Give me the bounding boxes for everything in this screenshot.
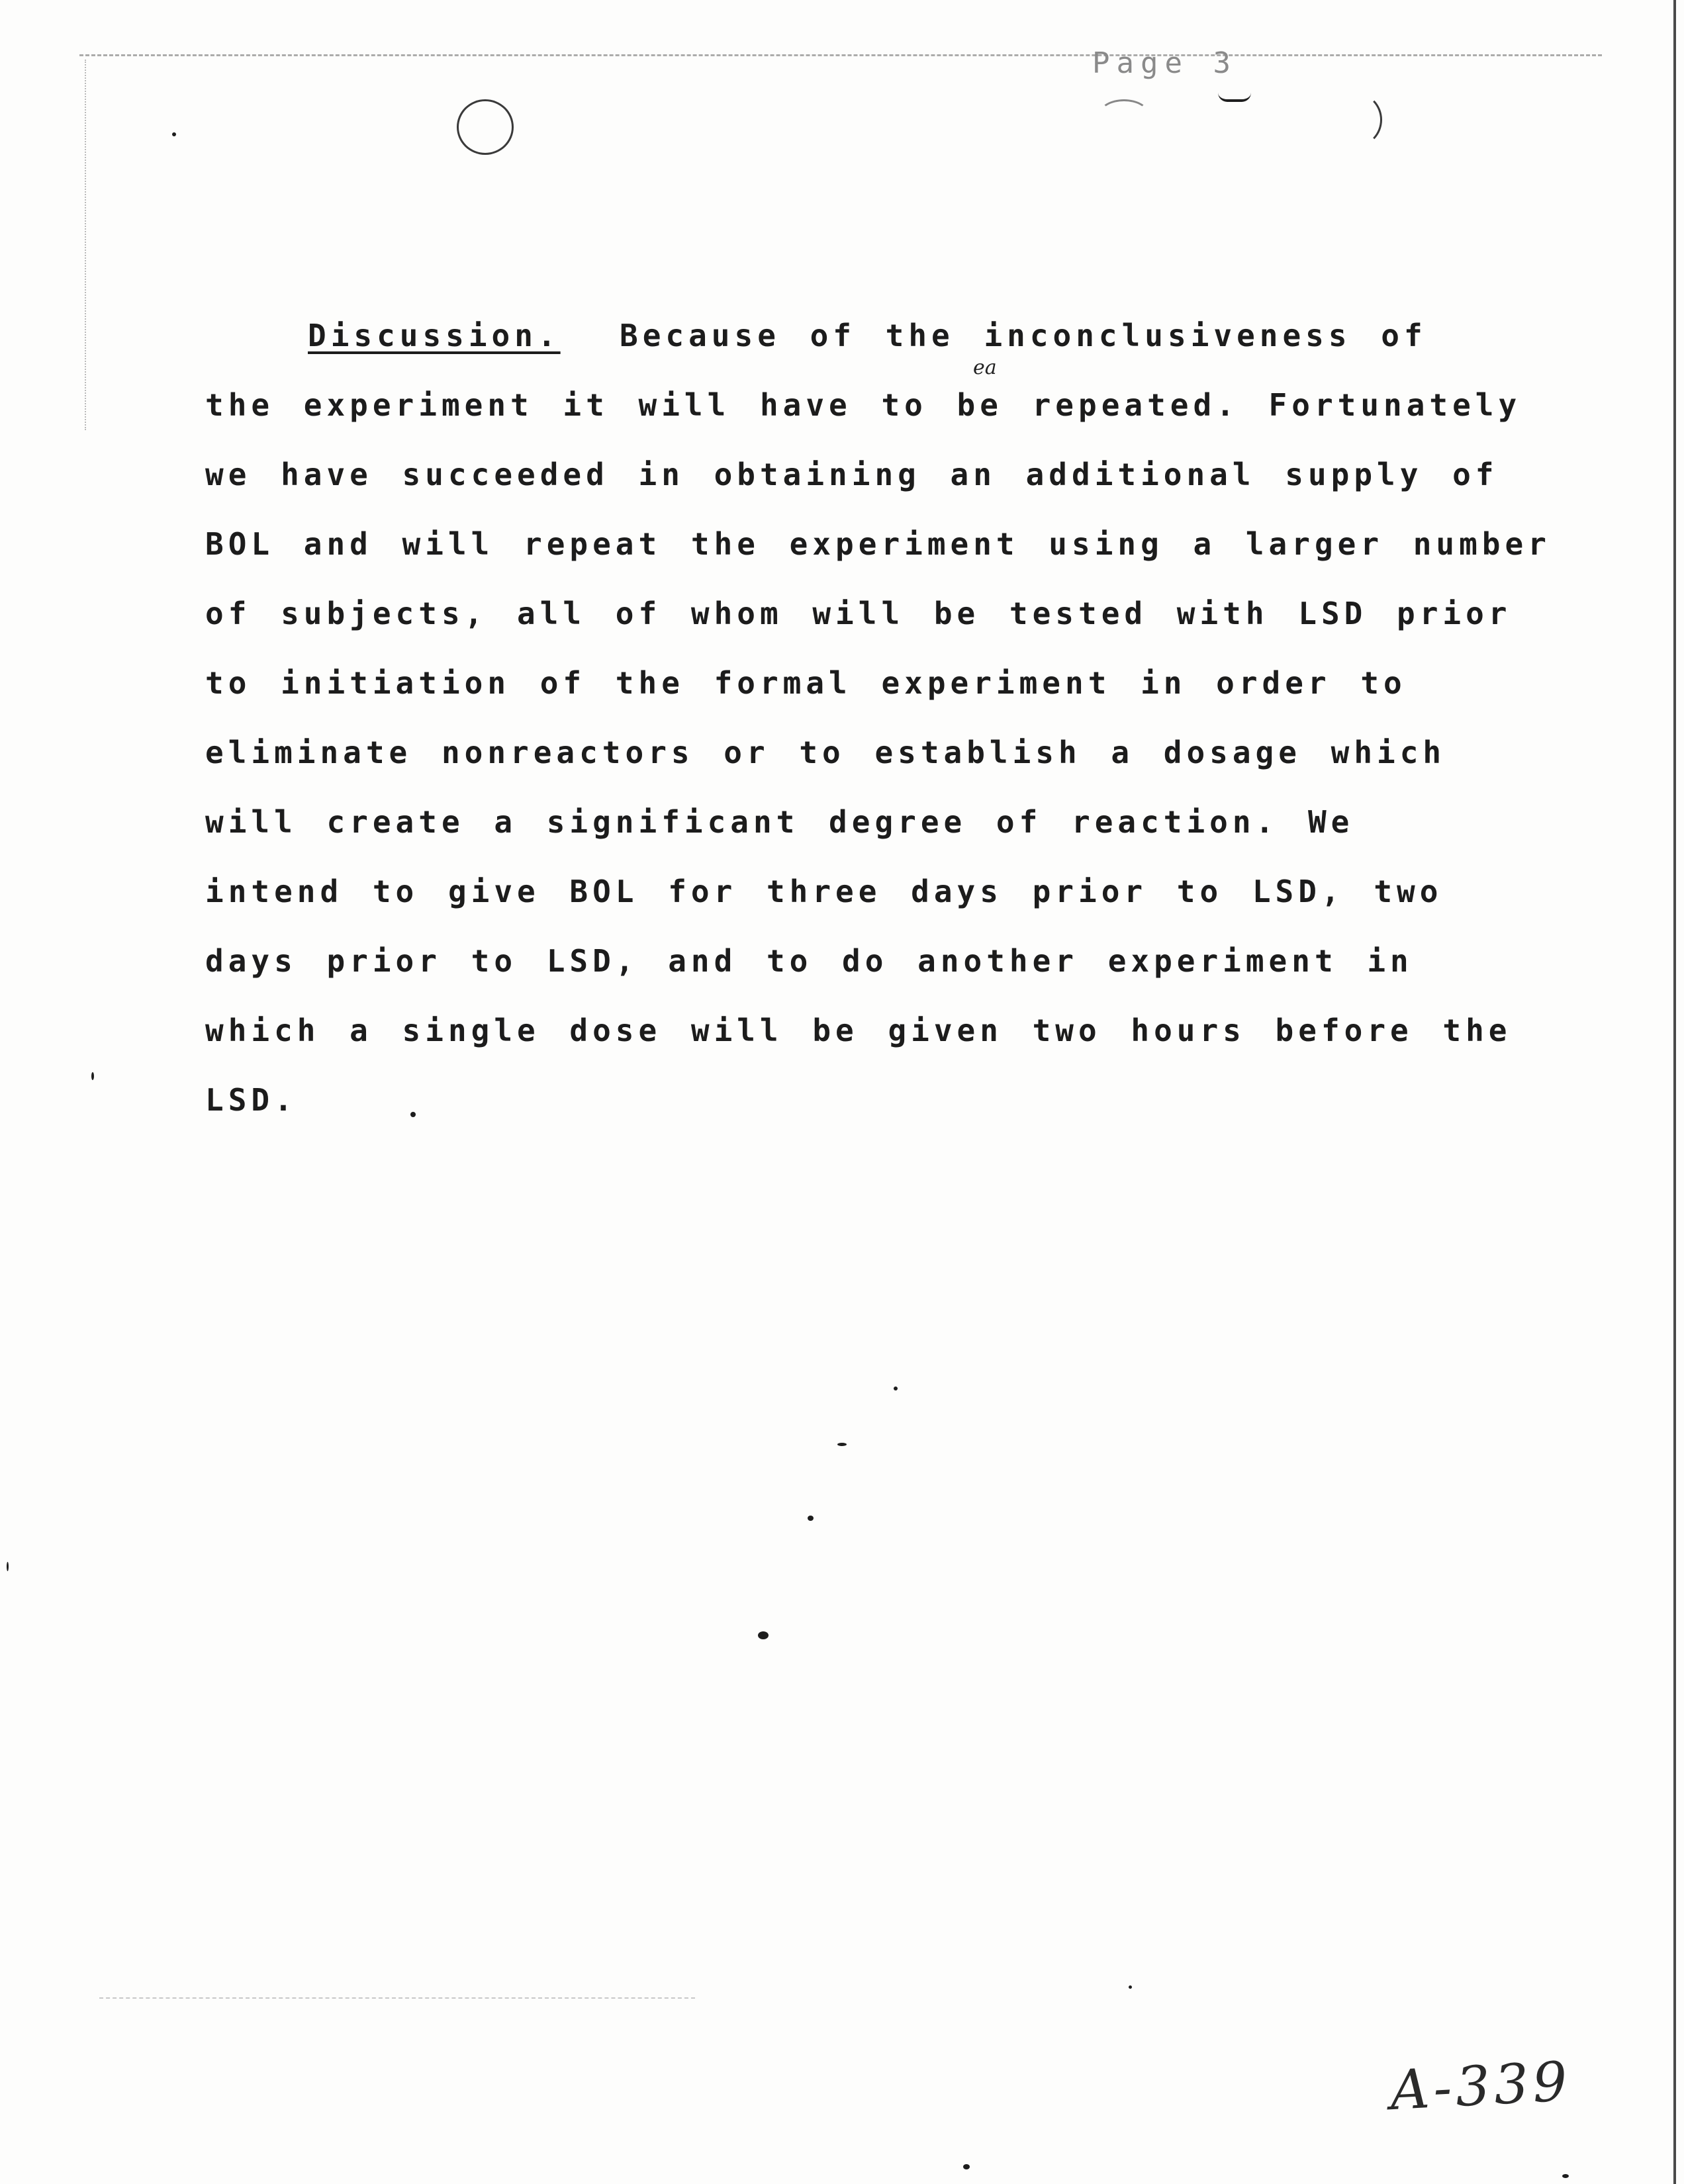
- scan-speck: [1129, 1985, 1132, 1989]
- scan-speck: [758, 1631, 769, 1639]
- ink-mark: [1218, 93, 1251, 102]
- punch-hole-mark: [1099, 99, 1149, 130]
- scan-right-edge: [1673, 0, 1676, 2184]
- punch-hole-mark: [457, 99, 514, 155]
- scan-left-edge: [85, 60, 86, 430]
- punch-hole-mark: [1331, 93, 1382, 147]
- scan-speck: [837, 1443, 847, 1446]
- scan-top-edge: [79, 54, 1602, 56]
- paragraph-line: will create a significant degree of reaction. We: [205, 804, 1354, 840]
- paragraph-line: we have succeeded in obtaining an additional supply of: [205, 457, 1499, 492]
- paragraph-line: which a single dose will be given two hours before the: [205, 1013, 1512, 1048]
- scan-speck: [91, 1072, 94, 1080]
- paragraph-line: of subjects, all of whom will be tested with LSD prior: [205, 596, 1512, 631]
- scan-speck: [410, 1112, 416, 1117]
- paragraph-line-text: Because of the inconclusiveness of: [620, 318, 1427, 353]
- paragraph-line: the experiment it will have to be repeated. Fortunately: [205, 387, 1522, 423]
- discussion-paragraph: [205, 301, 1551, 1135]
- page-number: Page 3: [1092, 46, 1237, 80]
- paragraph-line: [205, 301, 1427, 371]
- scan-speck: [894, 1387, 898, 1390]
- paragraph-line: BOL and will repeat the experiment using a larger number: [205, 526, 1551, 562]
- paragraph-line: days prior to LSD, and to do another experiment in: [205, 943, 1413, 979]
- paragraph-line: to initiation of the formal experiment in order to: [205, 665, 1407, 701]
- scan-bottom-edge: [99, 1997, 695, 1999]
- scan-speck: [808, 1516, 814, 1521]
- document-number: A-339: [1388, 2050, 1573, 2123]
- scan-speck: [1562, 2174, 1569, 2178]
- paragraph-line: intend to give BOL for three days prior to LSD, two: [205, 874, 1443, 909]
- handwritten-correction: ea: [973, 356, 997, 379]
- scan-speck: [963, 2164, 970, 2169]
- section-heading: Discussion.: [308, 318, 561, 353]
- paragraph-line: eliminate nonreactors or to establish a dosage which: [205, 735, 1446, 770]
- scan-speck: [7, 1562, 9, 1571]
- paragraph-line: LSD.: [205, 1082, 297, 1118]
- scan-speck: [172, 132, 176, 136]
